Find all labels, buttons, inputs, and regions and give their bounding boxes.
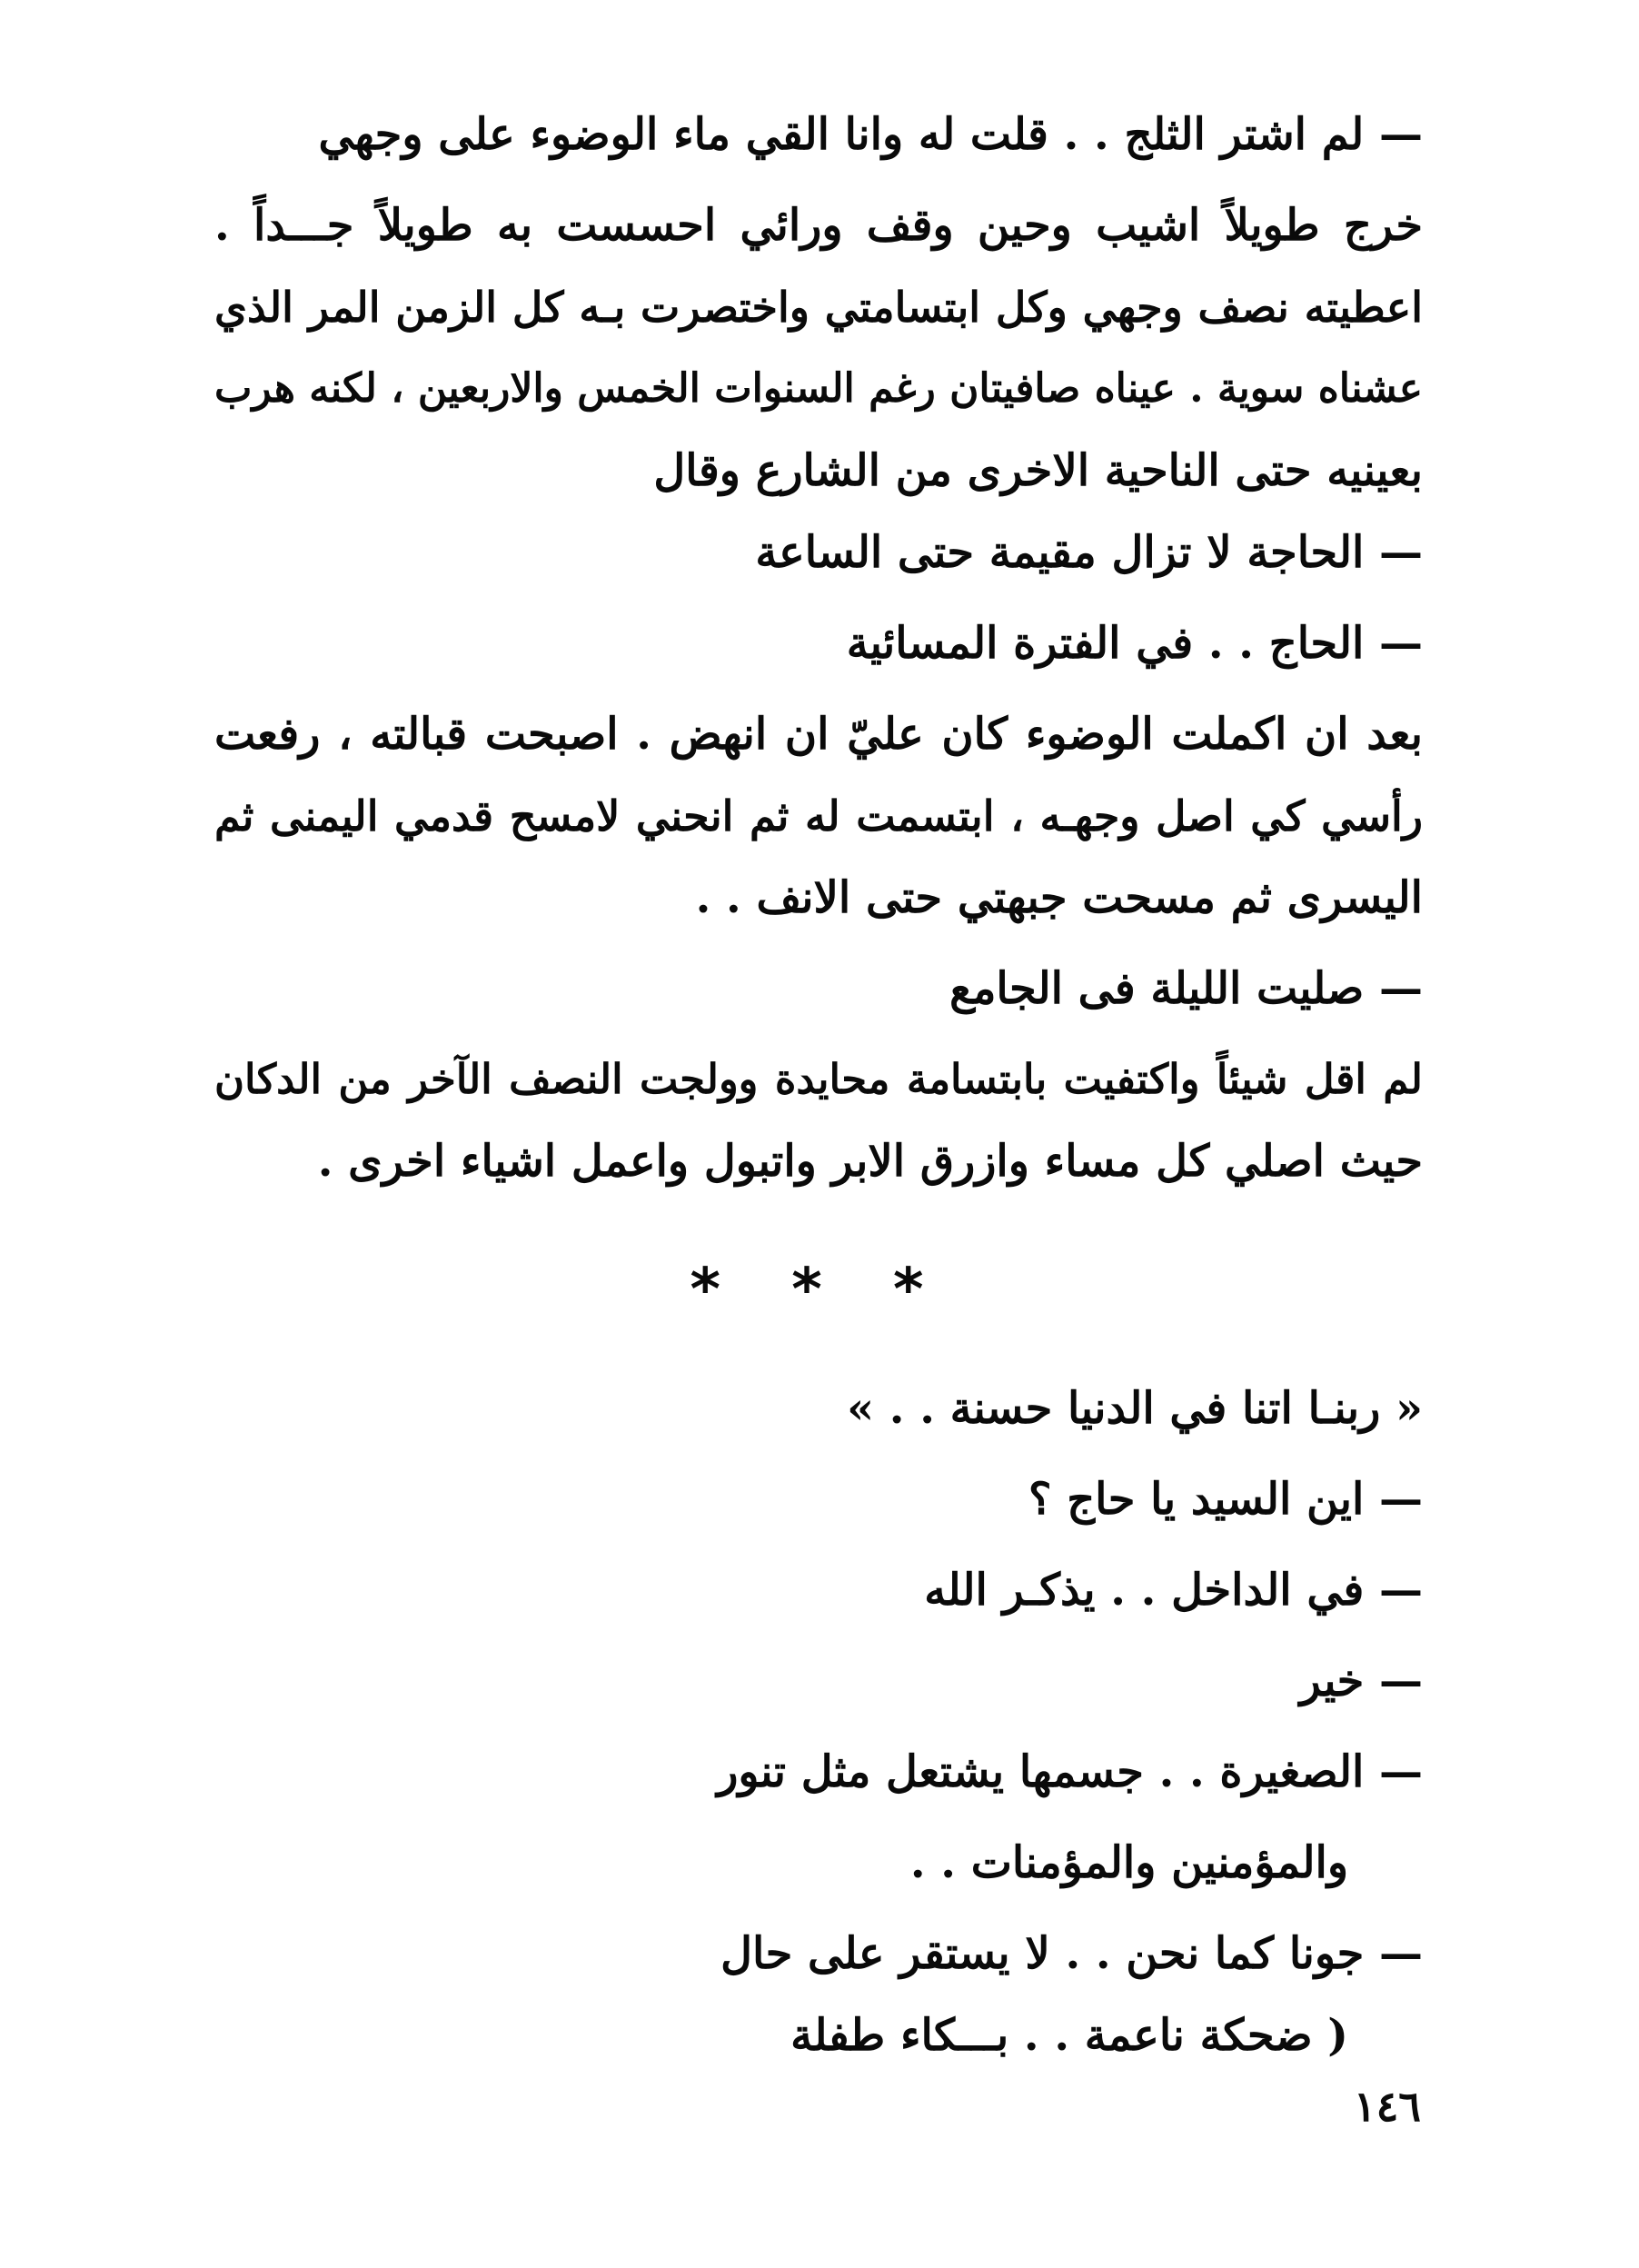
text-line-12: لم اقل شيئاً واكتفيت بابتسامة محايدة وولجت النصف الآخر من الدكان: [214, 1055, 1423, 1103]
text-line-8: بعد ان اكملت الوضوء كان عليّ ان انهض . اصبحت قبالته ، رفعت: [214, 709, 1423, 760]
dialogue-line-5: — الصغيرة . . جسمها يشتعل مثل تنور: [717, 1746, 1423, 1797]
dialogue-line-2: — اين السيد يا حاج ؟: [1028, 1474, 1423, 1525]
text-line-5: بعينيه حتى الناحية الاخرى من الشارع وقال: [653, 445, 1423, 496]
text-line-1: — لم اشتر الثلج . . قلت له وانا القي ماء الوضوء على وجهي: [318, 109, 1423, 160]
text-line-2: خرج طويلاً اشيب وحين وقف ورائي احسست به طويلاً جـــداً .: [214, 200, 1423, 251]
text-line-4: عشناه سوية . عيناه صافيتان رغم السنوات الخمس والاربعين ، لكنه هرب: [214, 365, 1423, 412]
text-line-3: اعطيته نصف وجهي وكل ابتسامتي واختصرت بـه كل الزمن المر الذي: [214, 283, 1423, 332]
text-line-7: — الحاج . . في الفترة المسائية: [846, 618, 1423, 669]
dialogue-line-8: ( ضحكة ناعمة . . بـــكاء طفلة: [790, 2010, 1348, 2061]
text-line-6: — الحاجة لا تزال مقيمة حتى الساعة: [755, 527, 1423, 578]
section-separator: * * *: [690, 1257, 949, 1324]
dialogue-line-6: والمؤمنين والمؤمنات . .: [909, 1837, 1348, 1888]
text-line-11: — صليت الليلة فى الجامع: [949, 963, 1423, 1014]
dialogue-line-7: — جونا كما نحن . . لا يستقر على حال: [720, 1928, 1423, 1979]
dialogue-line-3: — في الداخل . . يذكـر الله: [924, 1565, 1423, 1616]
text-line-9: رأسي كي اصل وجهـه ، ابتسمت له ثم انحني لامسح قدمي اليمنى ثم: [214, 791, 1423, 841]
text-line-13: حيث اصلي كل مساء وازرق الابر واتبول واعمل اشياء اخرى .: [317, 1136, 1423, 1187]
dialogue-line-4: — خير: [1299, 1656, 1423, 1706]
text-line-10: اليسرى ثم مسحت جبهتي حتى الانف . .: [695, 872, 1423, 923]
page-number: ١٤٦: [1353, 2082, 1421, 2131]
dialogue-line-1: « ربنـا اتنا في الدنيا حسنة . . »: [847, 1383, 1423, 1434]
